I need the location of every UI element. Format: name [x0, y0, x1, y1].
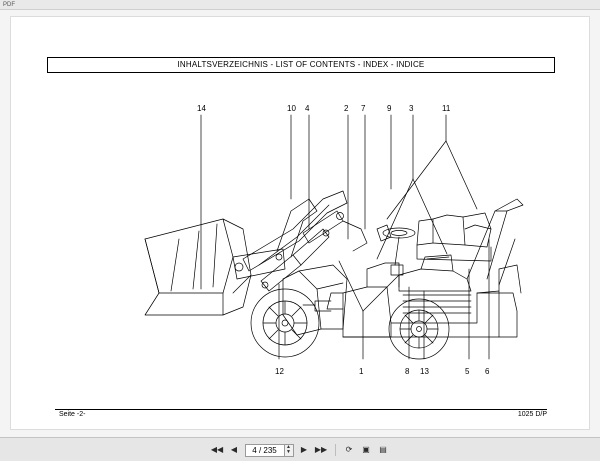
callout-label: 9: [387, 104, 392, 113]
callout-label: 5: [465, 367, 470, 376]
footer-document-code: 1025 D/P: [517, 411, 547, 418]
page-number-stepper[interactable]: [285, 444, 294, 457]
callout-label: 14: [197, 104, 206, 113]
callout-label: 4: [305, 104, 310, 113]
spinner-up-icon[interactable]: ▲: [286, 444, 291, 450]
callout-label: 2: [344, 104, 349, 113]
callout-label: 7: [361, 104, 366, 113]
callout-label: 12: [275, 367, 284, 376]
window-titlebar: [0, 0, 600, 10]
callout-label: 1: [359, 367, 364, 376]
callout-label: 3: [409, 104, 414, 113]
technical-illustration: [47, 79, 555, 399]
viewer-toolbar: [0, 437, 600, 461]
callout-label: 6: [485, 367, 490, 376]
toolbar-divider: [335, 444, 336, 456]
callout-label: 10: [287, 104, 296, 113]
footer-divider: [55, 409, 547, 410]
footer-page-label: Seite -2-: [59, 411, 86, 418]
first-page-icon[interactable]: ◀◀: [211, 443, 224, 457]
document-page: [10, 16, 590, 430]
page-layout-icon[interactable]: ▤: [377, 443, 390, 457]
page-number-input[interactable]: 4 / 235: [245, 444, 285, 457]
callout-label: 11: [442, 104, 451, 113]
callout-label: 13: [420, 367, 429, 376]
window-title: PDF: [3, 2, 15, 8]
bookmark-icon[interactable]: ▣: [360, 443, 373, 457]
callout-label: 8: [405, 367, 410, 376]
last-page-icon[interactable]: ▶▶: [315, 443, 328, 457]
previous-page-icon[interactable]: ◀: [228, 443, 241, 457]
spinner-down-icon[interactable]: ▼: [286, 449, 291, 455]
document-viewport[interactable]: [0, 10, 600, 437]
page-header-title: INHALTSVERZEICHNIS - LIST OF CONTENTS - INDEX - INDICE: [47, 57, 555, 73]
next-page-icon[interactable]: ▶: [298, 443, 311, 457]
rotate-page-icon[interactable]: ⟳: [343, 443, 356, 457]
